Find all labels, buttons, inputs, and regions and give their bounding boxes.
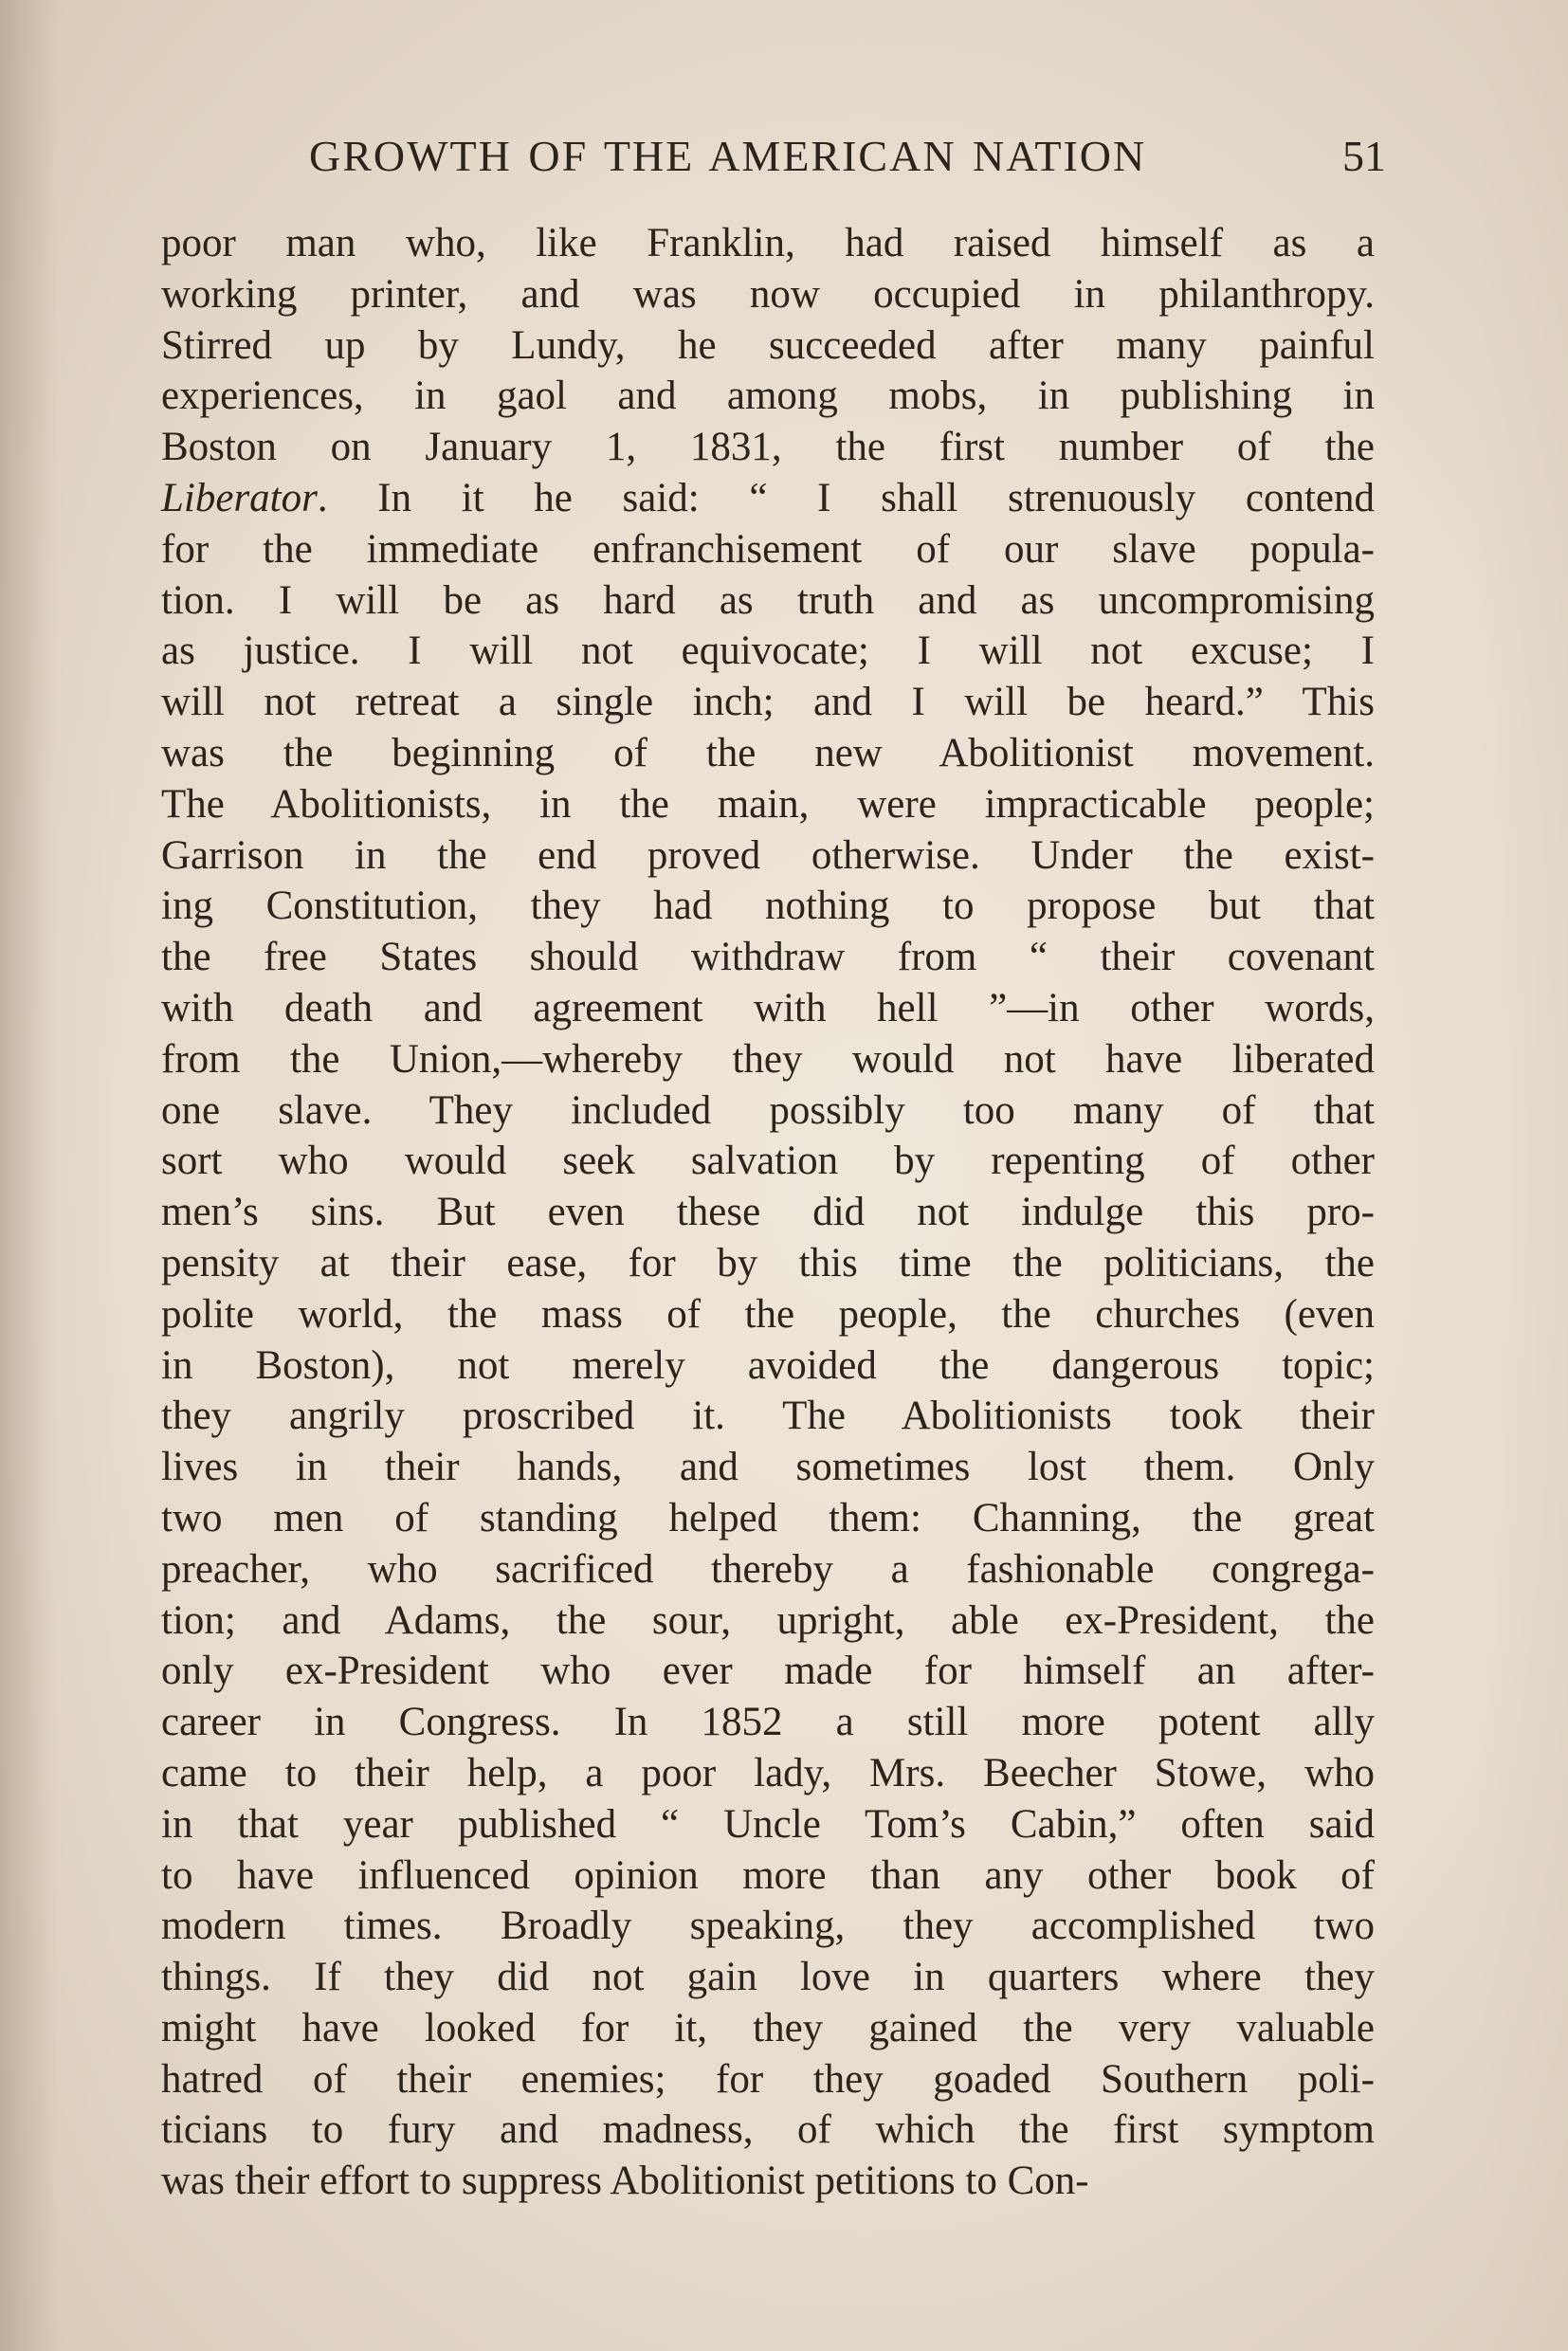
running-head — [303, 131, 1403, 188]
running-title: GROWTH OF THE AMERICAN NATION — [309, 132, 1147, 180]
text-line: for the immediate enfranchisement of our slave popula- — [161, 526, 1375, 572]
text-line: modern times. Broadly speaking, they accomplished two — [161, 1904, 1375, 1949]
text-line: will not retreat a single inch; and I will be heard.” This — [161, 680, 1375, 725]
text-line: in that year published “ Uncle Tom’s Cabin,” often said — [161, 1801, 1375, 1847]
text-line: Boston on January 1, 1831, the first number of the — [161, 425, 1375, 470]
text-line: two men of standing helped them: Channing, the great — [161, 1495, 1375, 1540]
text-line: might have looked for it, they gained the very valuable — [161, 2005, 1375, 2050]
page-number: 51 — [1342, 132, 1386, 180]
text-line: came to their help, a poor lady, Mrs. Beecher Stowe, who — [161, 1750, 1375, 1795]
text-line: pensity at their ease, for by this time the politicians, the — [161, 1240, 1375, 1285]
text-line: one slave. They included possibly too many of that — [161, 1087, 1375, 1133]
text-line: The Abolitionists, in the main, were impracticable people; — [161, 781, 1375, 827]
text-line: poor man who, like Franklin, had raised himself as a — [161, 221, 1375, 265]
italic-title: Liberator — [161, 475, 318, 520]
text-line: preacher, who sacrificed thereby a fashionable congrega- — [161, 1546, 1375, 1592]
text-line: from the Union,—whereby they would not have liberated — [161, 1036, 1375, 1082]
text-line: in Boston), not merely avoided the dangerous topic; — [161, 1342, 1375, 1388]
text-line: as justice. I will not equivocate; I will not excuse; I — [161, 629, 1375, 674]
text-line: hatred of their enemies; for they goaded Southern poli- — [161, 2056, 1375, 2102]
text-line: only ex-President who ever made for himself an after- — [161, 1649, 1375, 1694]
text-line: Liberator. In it he said: “ I shall strenuously contend — [161, 475, 1375, 520]
body-text — [161, 218, 1375, 2207]
text-line: with death and agreement with hell ”—in other words, — [161, 985, 1375, 1030]
text-line: ticians to fury and madness, of which the first symptom — [161, 2107, 1375, 2153]
text-line: tion; and Adams, the sour, upright, able ex-President, the — [161, 1597, 1375, 1643]
text-line: sort who would seek salvation by repenting of other — [161, 1139, 1375, 1184]
text-line: things. If they did not gain love in quarters where they — [161, 1955, 1375, 2000]
text-line: career in Congress. In 1852 a still more potent ally — [161, 1700, 1375, 1745]
text-line: tion. I will be as hard as truth and as uncompromising — [161, 577, 1375, 623]
text-line: men’s sins. But even these did not indulge this pro- — [161, 1190, 1375, 1235]
text-line: polite world, the mass of the people, the churches (even — [161, 1291, 1375, 1337]
text-line: was their effort to suppress Abolitionist petitions to Con- — [161, 2159, 1089, 2204]
text-line: the free States should withdraw from “ their covenant — [161, 935, 1375, 980]
text-line: working printer, and was now occupied in philanthropy. — [161, 271, 1375, 317]
text-line: they angrily proscribed it. The Abolitionists took their — [161, 1394, 1375, 1439]
text-line: was the beginning of the new Abolitionist movement. — [161, 730, 1375, 775]
text-line: to have influenced opinion more than any other book of — [161, 1852, 1375, 1898]
text-line: experiences, in gaol and among mobs, in publishing in — [161, 374, 1375, 419]
text-line: Stirred up by Lundy, he succeeded after many painful — [161, 322, 1375, 368]
page-gutter-shadow — [0, 0, 57, 2351]
text-line: Garrison in the end proved otherwise. Under the exist- — [161, 832, 1375, 878]
text-line: ing Constitution, they had nothing to propose but that — [161, 884, 1375, 929]
text-line: lives in their hands, and sometimes lost them. Only — [161, 1445, 1375, 1490]
